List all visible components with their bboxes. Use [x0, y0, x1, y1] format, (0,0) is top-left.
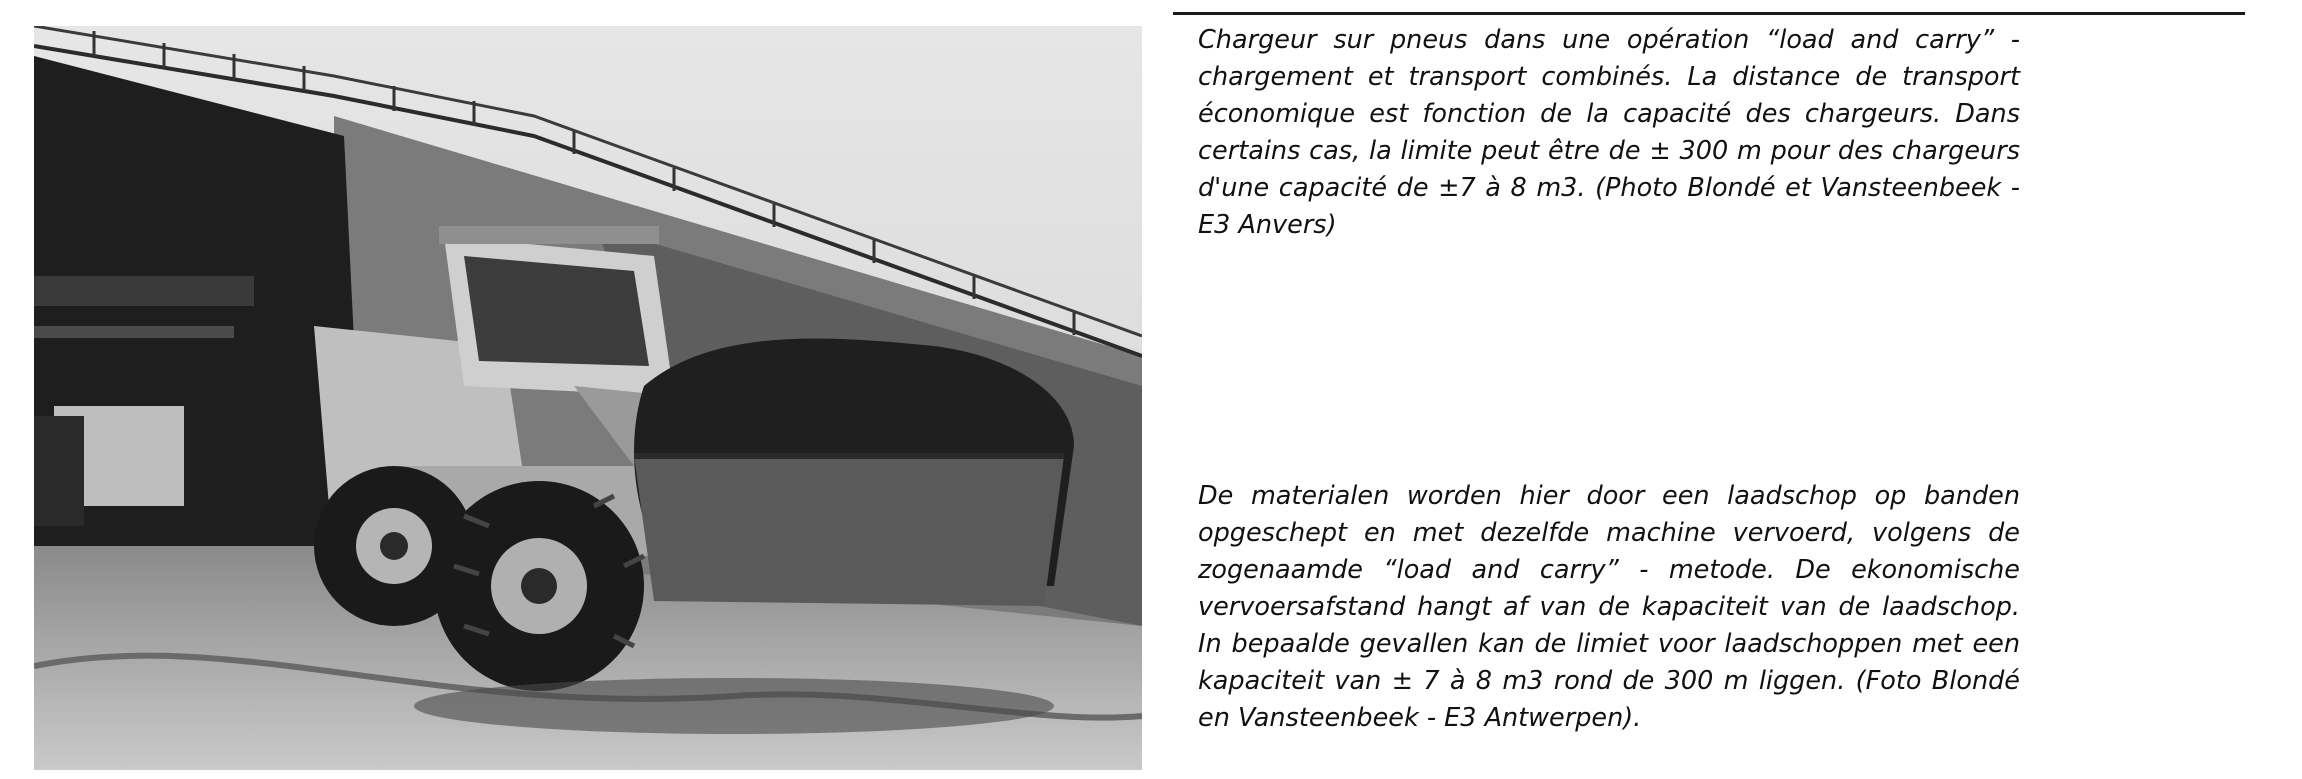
caption-dutch-text: De materialen worden hier door een laadschop op banden opgeschept en met dezelfde machine vervoerd, volgens de zogenaamde “load and carry” - metode. De ekonomische vervoersafstand hangt af van de kapaciteit van de laadschop. In bepaalde gevallen kan de limiet voor laadschoppen met een kapaciteit van ± 7 à 8 m3 rond de 300 m liggen. (Foto Blondé en Vansteenbeek - E3 Antwerpen). — [1198, 481, 2020, 733]
top-rule — [1173, 12, 2245, 15]
caption-french-text: Chargeur sur pneus dans une opération “load and carry” - chargement et transport combinés. La distance de transport économique est fonction de la capacité des chargeurs. Dans certains cas, la limite peut être de ± 300 m pour des chargeurs d'une capacité de ±7 à 8 m3. (Photo Blondé et Vansteenbeek - E3 Anvers) — [1198, 25, 2020, 240]
caption-dutch — [1198, 478, 2020, 737]
caption-french — [1198, 22, 2020, 244]
wheel-loader-photo — [34, 26, 1142, 770]
wheel-loader-photo-illustration — [34, 26, 1142, 770]
